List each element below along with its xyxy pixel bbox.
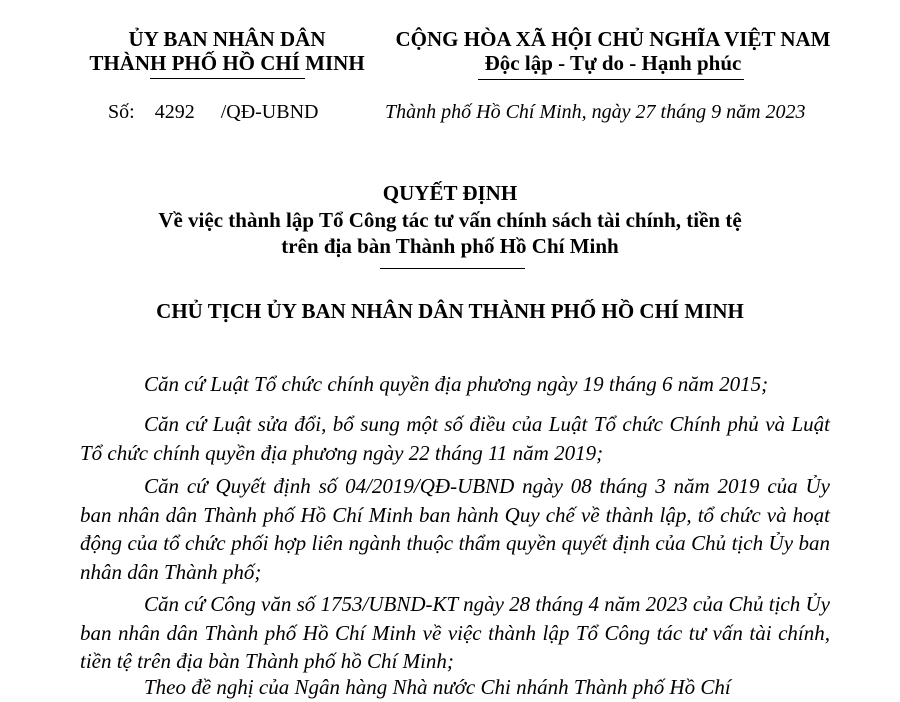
document-number: [108, 98, 318, 126]
issuing-authority: CHỦ TỊCH ỦY BAN NHÂN DÂN THÀNH PHỐ HỒ CHÍ MINH: [156, 299, 744, 323]
motto-underline: [478, 79, 744, 80]
number-suffix: /QĐ-UBND: [220, 101, 319, 123]
legal-basis-paragraph: Căn cứ Quyết định số 04/2019/QĐ-UBND ngày 08 tháng 3 năm 2019 của Ủy ban nhân dân Thành phố Hồ Chí Minh ban hành Quy chế về thành lập, tổ chức và hoạt động của tổ chức phối hợp liên ngành thuộc thẩm quyền quyết định của Chủ tịch Ủy ban nhân dân Thành phố;: [80, 474, 830, 584]
decision-subtitle-line1: Về việc thành lập Tổ Công tác tư vấn chính sách tài chính, tiền tệ: [158, 208, 742, 232]
legal-basis-paragraph: Căn cứ Luật sửa đổi, bổ sung một số điều của Luật Tổ chức Chính phủ và Luật Tổ chức chính quyền địa phương ngày 22 tháng 11 năm 2019;: [80, 412, 830, 465]
title-underline: [380, 268, 525, 269]
document-date: Thành phố Hồ Chí Minh, ngày 27 tháng 9 năm 2023: [385, 101, 806, 123]
legal-basis-paragraph: Căn cứ Luật Tổ chức chính quyền địa phương ngày 19 tháng 6 năm 2015;: [144, 372, 769, 396]
proposal-paragraph: Theo đề nghị của Ngân hàng Nhà nước Chi nhánh Thành phố Hồ Chí: [144, 675, 731, 699]
agency-underline: [150, 78, 305, 79]
agency-name-line2: THÀNH PHỐ HỒ CHÍ MINH: [89, 51, 365, 75]
agency-name-line1: ỦY BAN NHÂN DÂN: [128, 27, 326, 51]
national-title: CỘNG HÒA XÃ HỘI CHỦ NGHĨA VIỆT NAM: [395, 27, 831, 51]
decision-title: QUYẾT ĐỊNH: [382, 181, 518, 205]
number-value: 4292: [154, 101, 195, 123]
national-motto: Độc lập - Tự do - Hạnh phúc: [484, 51, 742, 75]
legal-basis-paragraph: Căn cứ Công văn số 1753/UBND-KT ngày 28 tháng 4 năm 2023 của Chủ tịch Ủy ban nhân dân Thành phố Hồ Chí Minh về việc thành lập Tổ Công tác tư vấn tài chính, tiền tệ trên địa bàn Thành phố hồ Chí Minh;: [80, 592, 830, 673]
decision-subtitle-line2: trên địa bàn Thành phố Hồ Chí Minh: [281, 234, 619, 258]
number-label: Số:: [108, 101, 135, 123]
